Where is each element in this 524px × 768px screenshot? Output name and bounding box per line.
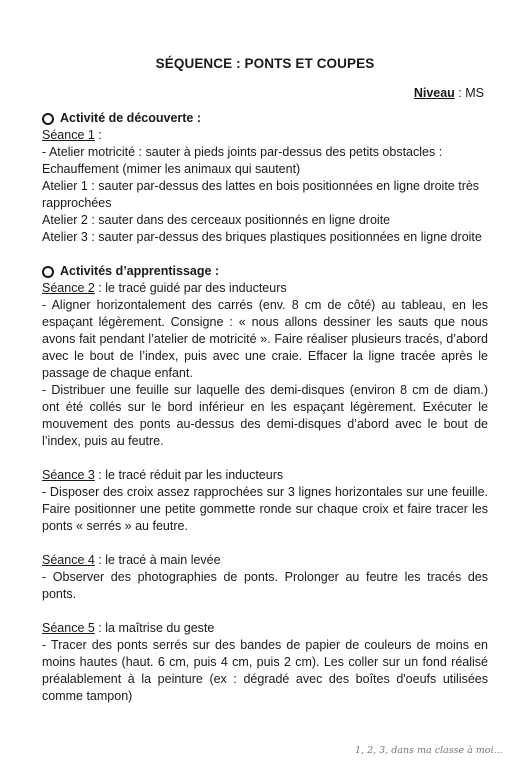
seance-paragraph: - Aligner horizontalement des carrés (env. 8 cm de côté) au tableau, en les espaçant légèrement. Consigne : « nous allons dessiner les sauts que nous avons fait pendant l’atelier de motricité ». Faire réaliser plusieurs tracés, d’abord avec le bout de l’index, puis avec une craie. Effacer la ligne tracée après le passage de chaque enfant. [42, 298, 488, 380]
page-title: SÉQUENCE : PONTS ET COUPES [155, 56, 375, 71]
seance-suffix: : [94, 128, 102, 142]
seance-3-title [42, 467, 488, 484]
decouverte-line: - Atelier motricité : sauter à pieds joints par-dessus des petits obstacles : [42, 145, 443, 159]
heading-text: Activités d’apprentissage : [60, 264, 220, 278]
decouverte-line: Atelier 3 : sauter par-dessus des briques plastiques positionnées en ligne droite [42, 230, 482, 244]
seance-5-title [42, 620, 488, 637]
seance-title: : la maîtrise du geste [94, 621, 215, 635]
seance-label: Séance 3 [42, 468, 95, 482]
niveau-sep: : [454, 86, 466, 100]
decouverte-line: Echauffement (mimer les animaux qui sautent) [42, 162, 301, 176]
seance-paragraph: - Disposer des croix assez rapprochées sur 3 lignes horizontales sur une feuille. Faire positionner une petite gommette ronde sur chaque croix et faire tracer les ponts « serrés » au feutre. [42, 485, 488, 533]
seance-label: Séance 2 [42, 281, 95, 295]
seance-paragraph: - Distribuer une feuille sur laquelle des demi-disques (environ 8 cm de diam.) ont été collés sur le bord inférieur en les espaçant légèrement. Exécuter le mouvement des ponts au-dessus des demi-disques d’abord avec le bout de l’index, puis au feutre. [42, 383, 488, 448]
document-body [42, 110, 488, 705]
seance-label: Séance 4 [42, 553, 95, 567]
niveau-label: Niveau [413, 86, 455, 100]
decouverte-line: Atelier 1 : sauter par-dessus des lattes en bois positionnées en ligne droite très rapprochées [42, 179, 480, 210]
circle-bullet-icon [42, 266, 54, 278]
seance-title: : le tracé guidé par des inducteurs [94, 281, 287, 295]
heading-text: Activité de découverte : [60, 111, 202, 125]
seance-title: : le tracé réduit par les inducteurs [94, 468, 284, 482]
decouverte-line: Atelier 2 : sauter dans des cerceaux positionnés en ligne droite [42, 213, 391, 227]
seance-2-title [42, 280, 488, 297]
seance-1-title [42, 127, 488, 144]
seance-paragraph: - Tracer des ponts serrés sur des bandes de papier de couleurs de moins en moins hautes (haut. 6 cm, puis 4 cm, puis 2 cm). Les coller sur un fond réalisé préalablement à la peinture (ex : dégradé avec des boîtes d'oeufs utilisées comme tampon) [42, 638, 488, 703]
niveau-line [414, 86, 484, 100]
seance-label: Séance 5 [42, 621, 95, 635]
seance-label: Séance 1 [42, 128, 95, 142]
seance-title: : le tracé à main levée [94, 553, 221, 567]
niveau-value: MS [465, 86, 484, 100]
section-heading-apprentissage [42, 263, 488, 280]
seance-4-title [42, 552, 488, 569]
circle-bullet-icon [42, 113, 54, 125]
footer-signature: 1, 2, 3, dans ma classe à moi... [355, 745, 503, 756]
seance-paragraph: - Observer des photographies de ponts. Prolonger au feutre les tracés des ponts. [42, 570, 488, 601]
section-heading-decouverte [42, 110, 488, 127]
